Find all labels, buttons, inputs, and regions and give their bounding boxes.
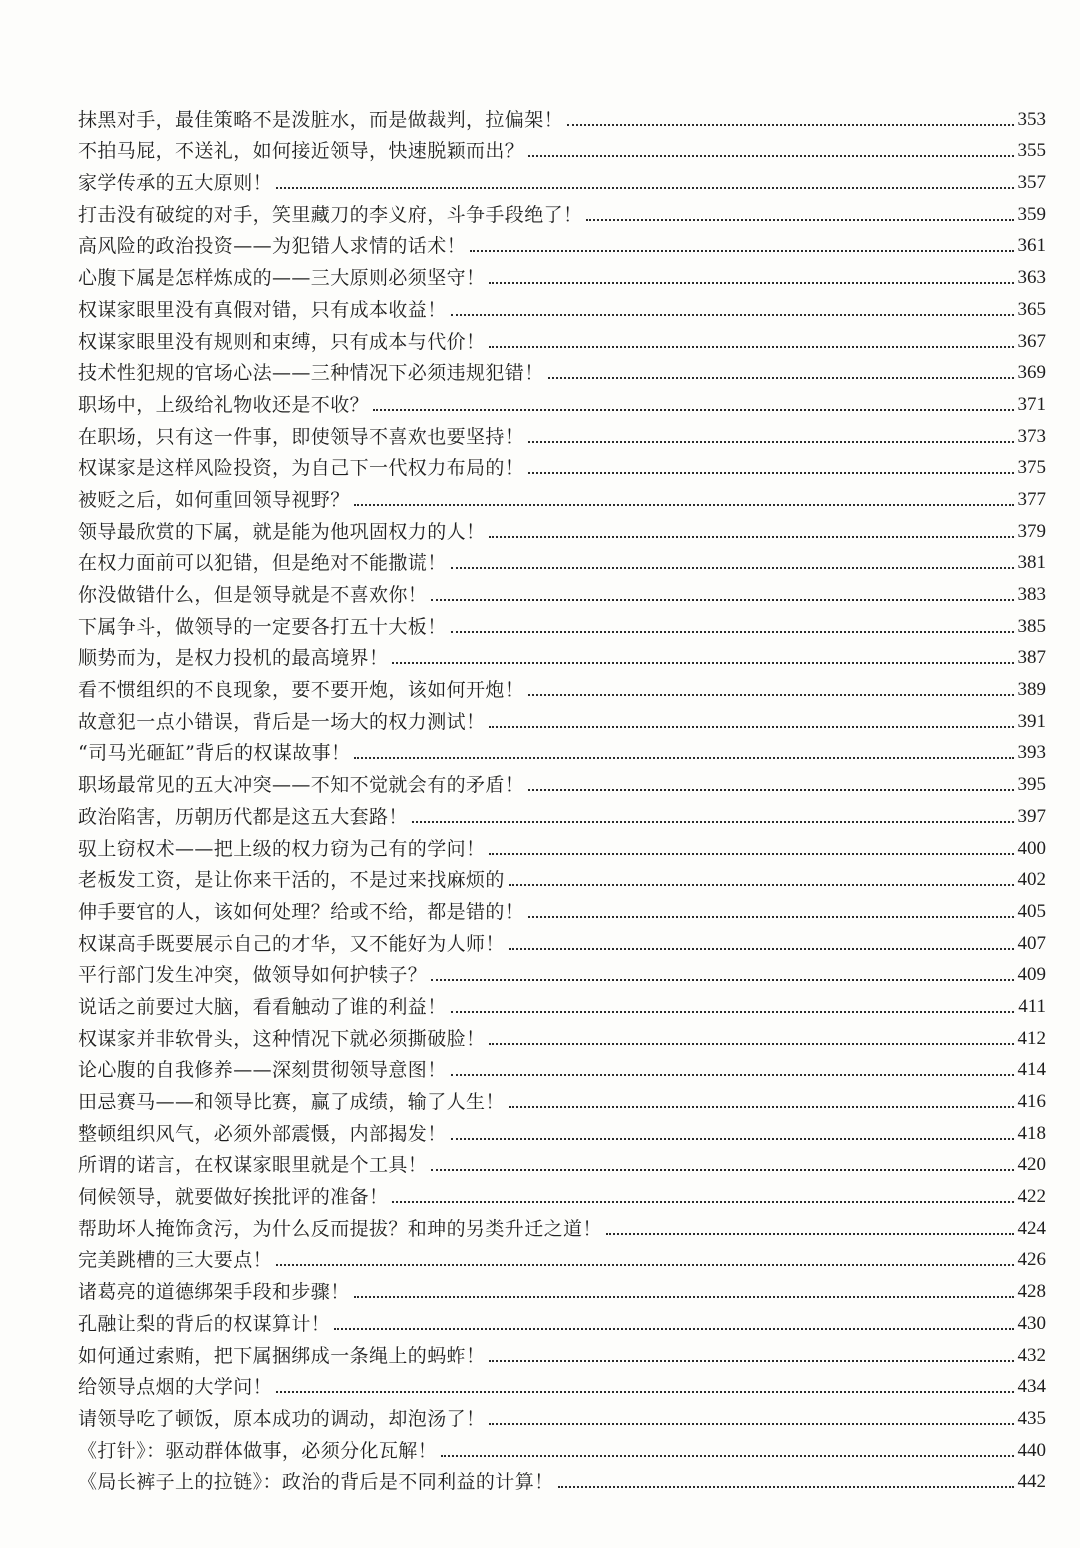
toc-entry-title: 伺候领导，就要做好挨批评的准备！: [78, 1186, 389, 1209]
toc-entry-page-number: 400: [1017, 837, 1046, 859]
toc-entry: [78, 1241, 1046, 1273]
toc-entry: [78, 258, 1046, 290]
toc-entry-page-number: 353: [1017, 108, 1046, 130]
toc-dot-leader: [451, 1011, 1014, 1013]
toc-entry-page-number: 371: [1017, 393, 1046, 415]
toc-entry-title: 请领导吃了顿饭，原本成功的调动，却泡汤了！: [78, 1407, 486, 1430]
toc-entry-page-number: 407: [1017, 932, 1046, 954]
toc-entry: [78, 734, 1046, 766]
toc-entry: [78, 132, 1046, 164]
toc-dot-leader: [567, 124, 1014, 126]
toc-entry-title: 论心腹的自我修养——深刻贯彻领导意图！: [78, 1059, 447, 1082]
toc-entry-page-number: 369: [1017, 362, 1046, 384]
toc-entry-page-number: 387: [1017, 647, 1046, 669]
toc-entry-page-number: 424: [1017, 1217, 1046, 1239]
toc-entry-page-number: 389: [1017, 679, 1046, 701]
toc-entry-page-number: 385: [1017, 615, 1046, 637]
toc-dot-leader: [451, 567, 1014, 569]
toc-dot-leader: [392, 662, 1014, 664]
toc-entry-page-number: 418: [1017, 1122, 1046, 1144]
toc-entry: [78, 1051, 1046, 1083]
toc-entry-title: 权谋高手既要展示自己的才华，又不能好为人师！: [78, 932, 505, 955]
toc-entry: [78, 100, 1046, 132]
toc-entry: [78, 987, 1046, 1019]
toc-entry: [78, 290, 1046, 322]
table-of-contents: [78, 100, 1046, 1494]
toc-entry: [78, 924, 1046, 956]
toc-entry-page-number: 365: [1017, 298, 1046, 320]
toc-entry: [78, 892, 1046, 924]
toc-entry-page-number: 428: [1017, 1281, 1046, 1303]
toc-entry-title: 完美跳槽的三大要点！: [78, 1249, 273, 1272]
toc-entry-page-number: 409: [1017, 964, 1046, 986]
toc-entry-title: 所谓的诺言，在权谋家眼里就是个工具！: [78, 1154, 428, 1177]
toc-entry: [78, 322, 1046, 354]
toc-entry: [78, 227, 1046, 259]
toc-dot-leader: [451, 1074, 1014, 1076]
toc-dot-leader: [489, 1043, 1014, 1045]
toc-entry: [78, 1431, 1046, 1463]
toc-entry: [78, 195, 1046, 227]
toc-dot-leader: [489, 1360, 1014, 1362]
toc-entry-title: 权谋家并非软骨头，这种情况下就必须撕破脸！: [78, 1027, 486, 1050]
toc-entry: [78, 449, 1046, 481]
toc-entry-title: 看不惯组织的不良现象，要不要开炮，该如何开炮！: [78, 679, 525, 702]
toc-entry-page-number: 373: [1017, 425, 1046, 447]
toc-dot-leader: [276, 187, 1014, 189]
toc-entry-page-number: 383: [1017, 584, 1046, 605]
toc-dot-leader: [451, 631, 1014, 633]
toc-entry-title: 家学传承的五大原则！: [78, 172, 273, 195]
toc-entry-title: “司马光砸缸”背后的权谋故事！: [78, 742, 351, 765]
toc-entry-page-number: 442: [1017, 1471, 1046, 1493]
toc-entry: [78, 1177, 1046, 1209]
toc-entry: [78, 1463, 1046, 1495]
toc-entry-page-number: 416: [1017, 1091, 1046, 1112]
toc-entry-title: 孔融让梨的背后的权谋算计！: [78, 1312, 331, 1335]
toc-entry: [78, 544, 1046, 576]
toc-entry-page-number: 397: [1017, 805, 1046, 827]
toc-entry-page-number: 440: [1017, 1439, 1046, 1461]
toc-entry-page-number: 395: [1017, 774, 1046, 796]
toc-entry: [78, 385, 1046, 417]
toc-entry: [78, 354, 1046, 386]
toc-entry-title: 抹黑对手，最佳策略不是泼脏水，而是做裁判，拉偏架！: [78, 108, 564, 131]
toc-entry-page-number: 357: [1017, 172, 1046, 194]
toc-entry: [78, 1368, 1046, 1400]
toc-dot-leader: [509, 884, 1014, 886]
toc-entry: [78, 1272, 1046, 1304]
toc-entry-page-number: 363: [1017, 267, 1046, 289]
toc-entry-page-number: 355: [1017, 140, 1046, 162]
toc-entry-page-number: 367: [1017, 330, 1046, 352]
toc-entry: [78, 829, 1046, 861]
toc-dot-leader: [441, 1455, 1014, 1457]
toc-entry-title: 故意犯一点小错误，背后是一场大的权力测试！: [78, 710, 486, 733]
toc-dot-leader: [528, 472, 1014, 474]
toc-entry-title: 老板发工资，是让你来干活的，不是过来找麻烦的: [78, 869, 505, 892]
toc-dot-leader: [489, 726, 1014, 728]
toc-entry-page-number: 422: [1017, 1186, 1046, 1208]
toc-dot-leader: [558, 1486, 1014, 1488]
toc-dot-leader: [431, 979, 1014, 981]
toc-entry-page-number: 359: [1017, 203, 1046, 225]
toc-dot-leader: [373, 409, 1014, 411]
toc-entry-title: 打击没有破绽的对手，笑里藏刀的李义府，斗争手段绝了！: [78, 203, 583, 226]
toc-dot-leader: [431, 599, 1014, 601]
toc-entry: [78, 1399, 1046, 1431]
toc-entry: [78, 163, 1046, 195]
toc-entry-page-number: 432: [1017, 1344, 1046, 1366]
toc-entry-page-number: 361: [1017, 235, 1046, 257]
toc-entry-title: 田忌赛马——和领导比赛，赢了成绩，输了人生！: [78, 1091, 505, 1113]
toc-entry-title: 伸手要官的人，该如何处理？给或不给，都是错的！: [78, 900, 525, 923]
toc-dot-leader: [489, 282, 1014, 284]
toc-dot-leader: [354, 504, 1014, 506]
toc-dot-leader: [412, 821, 1014, 823]
toc-entry-title: 领导最欣赏的下属，就是能为他巩固权力的人！: [78, 520, 486, 543]
toc-entry-page-number: 426: [1017, 1249, 1046, 1271]
toc-entry-page-number: 430: [1017, 1312, 1046, 1334]
toc-entry: [78, 797, 1046, 829]
toc-entry-page-number: 434: [1017, 1376, 1046, 1398]
toc-entry: [78, 607, 1046, 639]
toc-entry-title: 职场中，上级给礼物收还是不收？: [78, 393, 370, 416]
toc-entry-title: 权谋家眼里没有真假对错，只有成本收益！: [78, 298, 447, 321]
toc-dot-leader: [528, 441, 1014, 443]
toc-entry-title: 下属争斗，做领导的一定要各打五十大板！: [78, 615, 447, 638]
toc-entry-title: 如何通过索贿，把下属捆绑成一条绳上的蚂蚱！: [78, 1344, 486, 1367]
toc-entry: [78, 1336, 1046, 1368]
toc-dot-leader: [509, 948, 1014, 950]
toc-dot-leader: [470, 250, 1014, 252]
toc-entry-title: 在权力面前可以犯错，但是绝对不能撒谎！: [78, 552, 447, 575]
toc-entry-page-number: 393: [1017, 742, 1046, 764]
toc-entry-title: 职场最常见的五大冲突——不知不觉就会有的矛盾！: [78, 774, 525, 797]
toc-entry-page-number: 377: [1017, 488, 1046, 510]
toc-entry: [78, 861, 1046, 893]
toc-entry-title: 平行部门发生冲突，做领导如何护犊子？: [78, 964, 428, 987]
toc-dot-leader: [528, 155, 1014, 157]
toc-dot-leader: [528, 916, 1014, 918]
toc-entry-title: 驭上窃权术——把上级的权力窃为己有的学问！: [78, 837, 486, 860]
toc-entry-page-number: 381: [1017, 552, 1046, 574]
toc-entry-page-number: 414: [1017, 1059, 1046, 1081]
toc-entry-page-number: 420: [1017, 1154, 1046, 1176]
toc-dot-leader: [451, 1138, 1014, 1140]
toc-entry: [78, 417, 1046, 449]
toc-dot-leader: [509, 1106, 1014, 1108]
toc-entry: [78, 670, 1046, 702]
toc-dot-leader: [528, 694, 1014, 696]
toc-entry: [78, 575, 1046, 607]
toc-entry-title: 权谋家是这样风险投资，为自己下一代权力布局的！: [78, 457, 525, 480]
toc-entry-page-number: 379: [1017, 520, 1046, 542]
toc-entry-title: 顺势而为，是权力投机的最高境界！: [78, 647, 389, 670]
toc-entry-title: 权谋家眼里没有规则和束缚，只有成本与代价！: [78, 330, 486, 353]
toc-entry: [78, 512, 1046, 544]
toc-dot-leader: [354, 1296, 1014, 1298]
toc-entry-page-number: 412: [1017, 1027, 1046, 1049]
toc-entry: [78, 480, 1046, 512]
toc-entry-page-number: 375: [1017, 457, 1046, 479]
toc-entry-page-number: 405: [1017, 900, 1046, 922]
toc-dot-leader: [276, 1391, 1014, 1393]
toc-entry-title: 技术性犯规的官场心法——三种情况下必须违规犯错！: [78, 362, 544, 385]
toc-entry-title: 诸葛亮的道德绑架手段和步骤！: [78, 1281, 350, 1304]
toc-dot-leader: [334, 1328, 1014, 1330]
toc-entry-page-number: 411: [1018, 995, 1046, 1017]
toc-entry-title: 心腹下属是怎样炼成的——三大原则必须坚守！: [78, 267, 486, 290]
toc-dot-leader: [586, 219, 1014, 221]
toc-dot-leader: [489, 346, 1014, 348]
toc-entry: [78, 956, 1046, 988]
toc-entry-title: 高风险的政治投资——为犯错人求情的话术！: [78, 235, 467, 258]
toc-entry: [78, 1209, 1046, 1241]
toc-entry: [78, 1146, 1046, 1178]
toc-entry: [78, 1114, 1046, 1146]
toc-dot-leader: [548, 377, 1014, 379]
toc-dot-leader: [276, 1264, 1014, 1266]
toc-entry-title: 说话之前要过大脑，看看触动了谁的利益！: [78, 995, 447, 1018]
toc-entry-title: 被贬之后，如何重回领导视野？: [78, 488, 350, 511]
toc-entry: [78, 1082, 1046, 1114]
toc-entry: [78, 1019, 1046, 1051]
toc-dot-leader: [431, 1169, 1014, 1171]
toc-entry: [78, 765, 1046, 797]
toc-entry-title: 帮助坏人掩饰贪污，为什么反而提拔？和珅的另类升迁之道！: [78, 1217, 602, 1240]
toc-entry: [78, 639, 1046, 671]
toc-entry-title: 你没做错什么，但是领导就是不喜欢你！: [78, 584, 428, 606]
toc-dot-leader: [489, 1423, 1014, 1425]
toc-dot-leader: [451, 314, 1014, 316]
toc-dot-leader: [606, 1233, 1014, 1235]
toc-dot-leader: [528, 789, 1014, 791]
toc-entry-title: 给领导点烟的大学问！: [78, 1376, 273, 1399]
toc-dot-leader: [354, 757, 1014, 759]
toc-dot-leader: [392, 1201, 1014, 1203]
toc-entry-page-number: 391: [1017, 710, 1046, 732]
toc-entry-title: 《局长裤子上的拉链》：政治的背后是不同利益的计算！: [78, 1471, 554, 1494]
toc-entry-title: 在职场，只有这一件事，即使领导不喜欢也要坚持！: [78, 425, 525, 448]
toc-entry: [78, 1304, 1046, 1336]
toc-entry-page-number: 435: [1017, 1407, 1046, 1429]
toc-entry: [78, 702, 1046, 734]
toc-dot-leader: [489, 853, 1014, 855]
toc-dot-leader: [489, 536, 1014, 538]
toc-entry-title: 不拍马屁，不送礼，如何接近领导，快速脱颖而出？: [78, 140, 525, 163]
toc-entry-title: 政治陷害，历朝历代都是这五大套路！: [78, 805, 408, 828]
toc-entry-title: 《打针》：驱动群体做事，必须分化瓦解！: [78, 1439, 438, 1462]
toc-entry-page-number: 402: [1017, 869, 1046, 891]
toc-entry-title: 整顿组织风气，必须外部震慑，内部揭发！: [78, 1122, 447, 1145]
